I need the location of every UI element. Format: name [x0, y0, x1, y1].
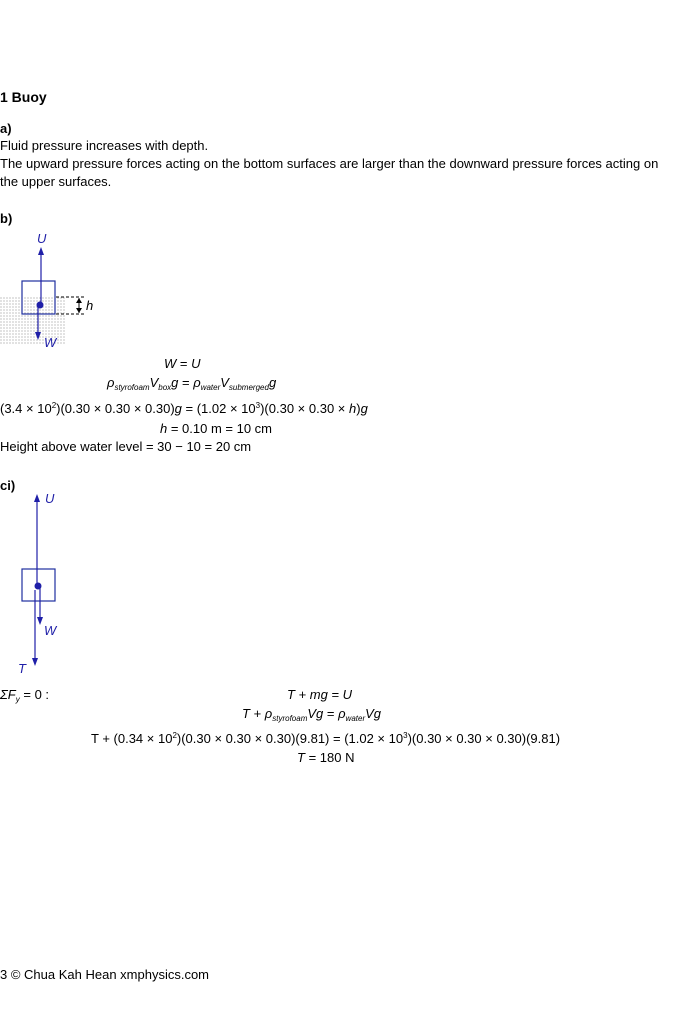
eq-ci-2: $T + \rho_{styrofoam}Vg = \rho_{water}Vg$: [242, 706, 382, 723]
eq-ci-1: T + mg = U: [287, 687, 353, 702]
part-a-line-2: The upward pressure forces acting on the bottom surfaces are larger than the downward pressure forces acting on: [0, 156, 659, 171]
eq-ci-4: T = 180 N: [297, 750, 355, 765]
diagram-ci-u-label: U: [45, 491, 55, 506]
part-a-line-1: Fluid pressure increases with depth.: [0, 138, 209, 153]
part-a-label: a): [0, 121, 12, 136]
part-a-line-3: the upper surfaces.: [0, 174, 112, 189]
sum-forces-label: $\Sigma F_y = 0$ :: [0, 687, 50, 704]
height-above-water-line: Height above water level = 30 − 10 = 20 cm: [0, 439, 252, 454]
ci-centre-dot: [35, 583, 42, 590]
ci-upthrust-arrowhead: [34, 494, 40, 502]
eq-b-2: $\rho_{styrofoam}V_{box}g = \rho_{water}V_{submerged}g$: [107, 375, 277, 392]
ci-weight-arrowhead: [37, 617, 43, 625]
eq-ci-3: $T + (0.34 \times 10^2)(0.30 \times 0.30 \times 0.30)(9.81) = (1.02 \times 10^3)(0.30 \times 0.30 \times 0.30)(9.81)$: [91, 731, 561, 746]
eq-b-4: h = 0.10 m = 10 cm: [160, 421, 273, 436]
eq-b-3: $(3.4 \times 10^2)(0.30 \times 0.30 \times 0.30)g = (1.02 \times 10^3)(0.30 \times 0.30 \times h)g$: [0, 401, 368, 416]
diagram-b-h-label: h: [86, 298, 94, 313]
diagram-ci-w-label: W: [44, 623, 57, 638]
part-b-label: b): [0, 211, 13, 226]
part-ci-label: ci): [0, 478, 16, 493]
page-footer: 3 © Chua Kah Hean xmphysics.com: [0, 967, 210, 982]
diagram-b-u-label: U: [37, 231, 47, 246]
section-heading: 1 Buoy: [0, 89, 47, 105]
ci-tension-arrowhead: [32, 658, 38, 666]
diagram-b-w-label: W: [44, 335, 57, 350]
eq-b-1: W = U: [164, 356, 201, 371]
diagram-ci-t-label: T: [18, 661, 26, 676]
